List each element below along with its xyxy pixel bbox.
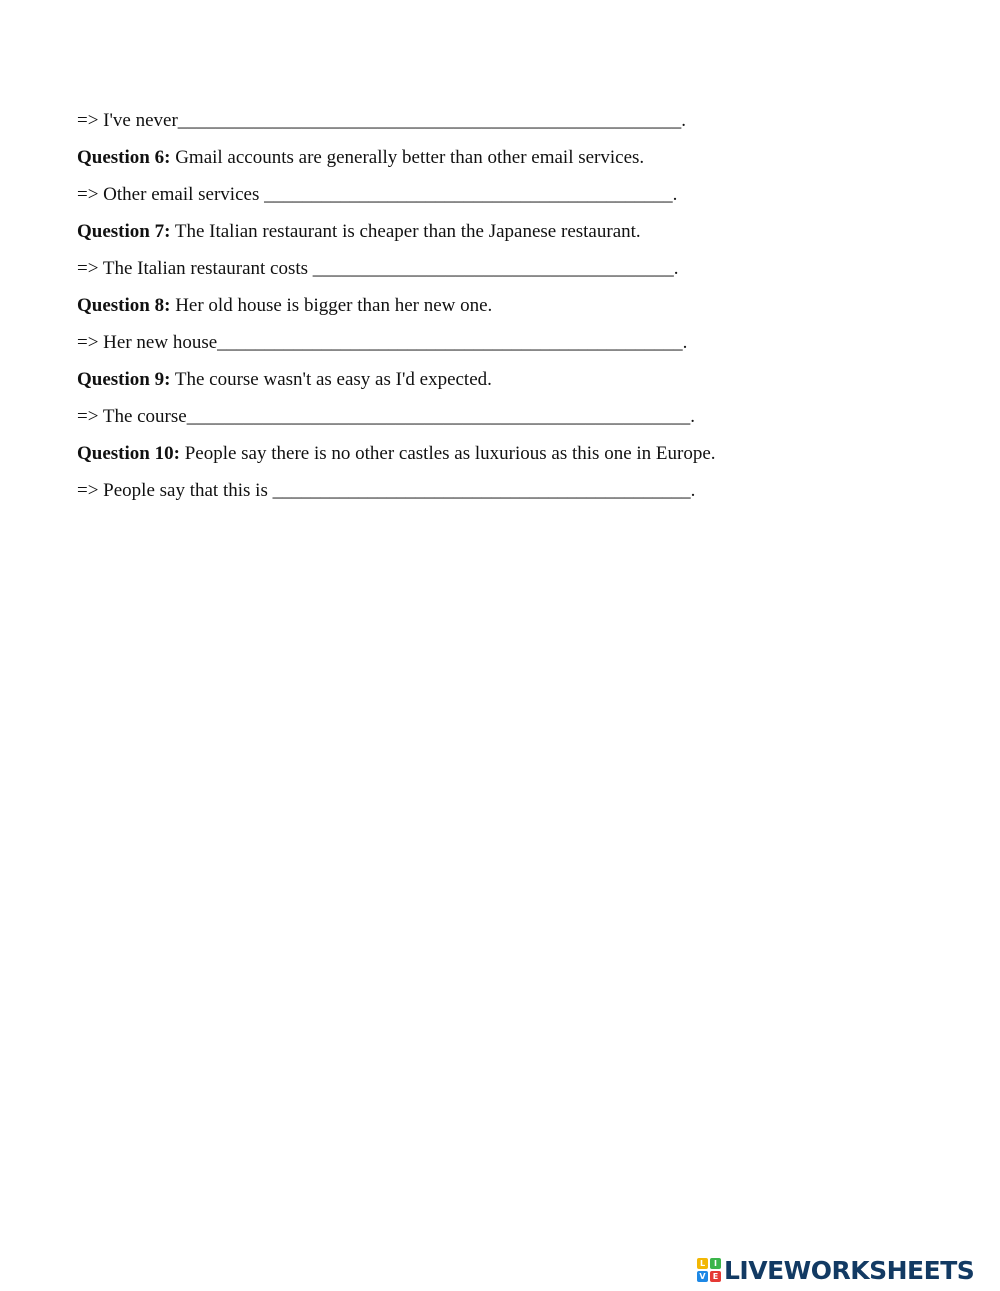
question-text: The course wasn't as easy as I'd expected. xyxy=(170,369,492,390)
answer-text: => The Italian restaurant costs ______________________________________. xyxy=(77,258,679,279)
question-9 xyxy=(77,367,777,404)
question-label: Question 7: xyxy=(77,221,171,242)
question-label: Question 10: xyxy=(77,443,180,464)
answer-text: => I've never_____________________________________________________. xyxy=(77,110,687,131)
question-label: Question 9: xyxy=(77,369,171,390)
logo-tile: E xyxy=(710,1271,721,1282)
question-text: People say there is no other castles as luxurious as this one in Europe. xyxy=(179,443,716,464)
logo-text: LIVEWORKSHEETS xyxy=(724,1255,975,1285)
logo-tile: V xyxy=(697,1271,708,1282)
answer-line-9 xyxy=(77,404,777,441)
answer-text: => Her new house_________________________________________________. xyxy=(77,332,688,353)
answer-line-10 xyxy=(77,478,777,515)
question-label: Question 8: xyxy=(77,295,171,316)
question-text: Gmail accounts are generally better than other email services. xyxy=(170,147,645,168)
answer-line-7 xyxy=(77,256,777,293)
logo-tiles-icon xyxy=(697,1258,721,1282)
question-6 xyxy=(77,145,777,182)
question-7 xyxy=(77,219,777,256)
question-text: The Italian restaurant is cheaper than the Japanese restaurant. xyxy=(170,221,641,242)
answer-line-8 xyxy=(77,330,777,367)
question-label: Question 6: xyxy=(77,147,171,168)
worksheet-content xyxy=(77,108,777,515)
logo-tile: I xyxy=(710,1258,721,1269)
answer-line-6 xyxy=(77,182,777,219)
answer-text: => People say that this is ____________________________________________. xyxy=(77,480,696,501)
question-10 xyxy=(77,441,777,478)
answer-line-5 xyxy=(77,108,777,145)
logo-tile: L xyxy=(697,1258,708,1269)
question-text: Her old house is bigger than her new one. xyxy=(170,295,493,316)
liveworksheets-logo xyxy=(697,1255,974,1285)
answer-text: => Other email services ___________________________________________. xyxy=(77,184,678,205)
question-8 xyxy=(77,293,777,330)
answer-text: => The course_____________________________________________________. xyxy=(77,406,695,427)
